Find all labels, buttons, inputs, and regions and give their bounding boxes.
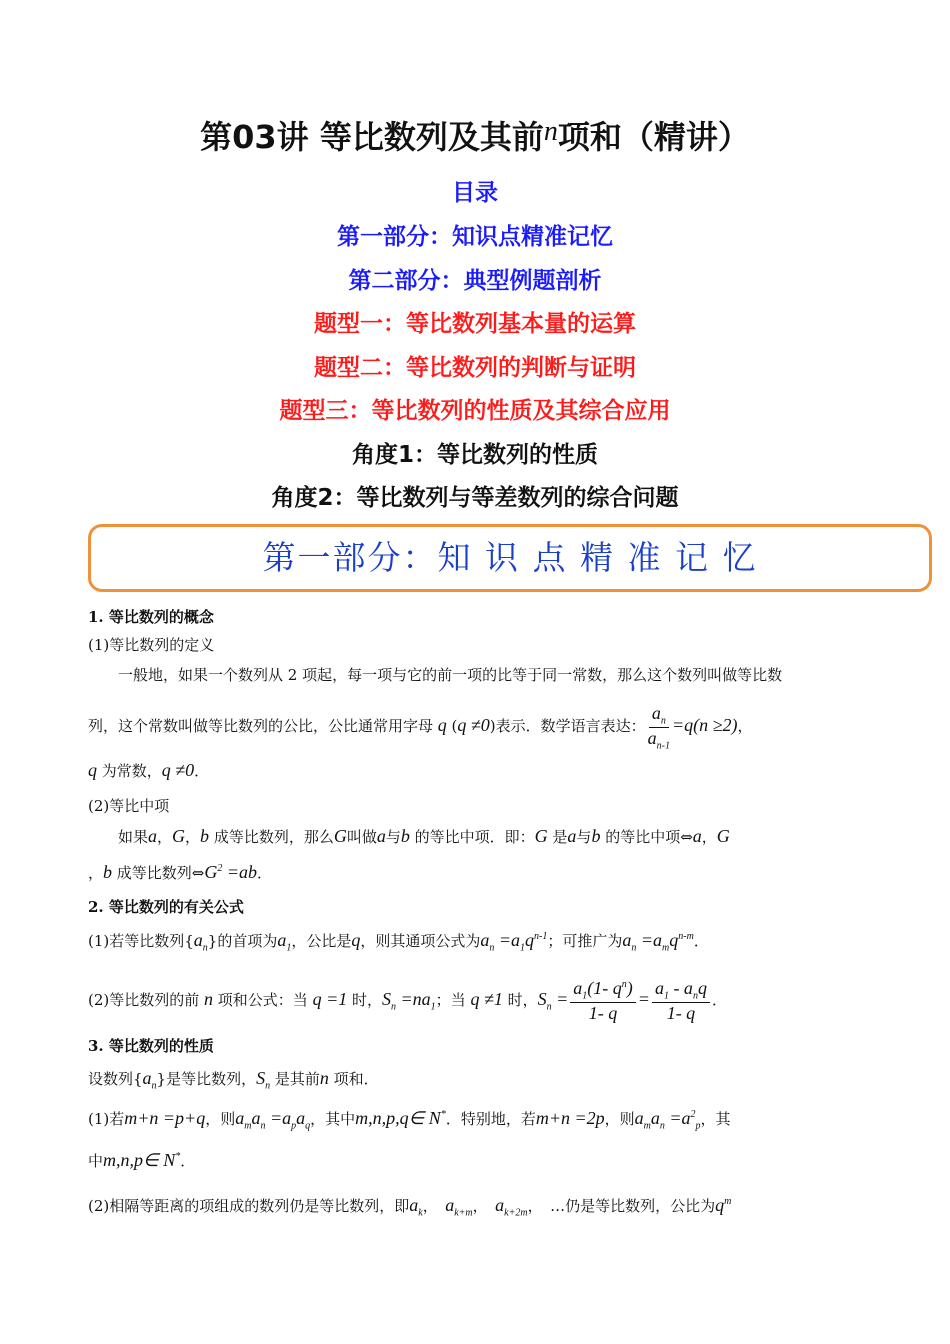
subscript: m (244, 1120, 252, 1132)
section-heading (88, 896, 868, 917)
text-run: 2. 等比数列的有关公式 (88, 898, 244, 916)
text-run: 是 (547, 828, 568, 846)
text-run: ，其 (700, 1110, 731, 1128)
math-expression (162, 760, 194, 780)
text-run: ， (737, 717, 753, 736)
math-expression (88, 760, 97, 780)
text-run: ， (157, 828, 173, 846)
fraction-numerator (652, 978, 710, 1003)
fraction-denominator (589, 1003, 618, 1024)
subscript: 1 (430, 1001, 436, 1013)
math-expression (148, 826, 157, 846)
text-run: 的等比中项⇔ (600, 828, 693, 846)
math-text: a (296, 1108, 306, 1128)
math-text: 1- q (588, 1002, 618, 1023)
math-text: a (148, 826, 158, 846)
math-text: a (622, 930, 632, 950)
math-expression (537, 988, 552, 1013)
paragraph-line (88, 930, 868, 954)
math-expression (396, 988, 436, 1013)
math-text: 1- q (666, 1002, 696, 1023)
math-text: q ≠0 (457, 715, 490, 736)
math-expression (638, 989, 650, 1009)
text-run: 成等比数列，那么 (209, 828, 334, 846)
math-text: a (654, 978, 664, 998)
math-expression (587, 978, 627, 998)
fraction-numerator (649, 703, 669, 728)
paragraph-line (88, 664, 868, 685)
subscript: k (418, 1207, 423, 1219)
section-heading (88, 606, 868, 627)
math-text: b (400, 826, 410, 846)
math-text: a (567, 826, 577, 846)
math-text: S (256, 1068, 266, 1088)
text-run: 与 (576, 828, 592, 846)
math-expression (103, 1150, 180, 1170)
subscript: n (260, 1120, 266, 1132)
math-expression (334, 826, 347, 846)
math-expression (535, 826, 548, 846)
math-expression (525, 930, 547, 950)
subscript: k+2m (504, 1207, 528, 1219)
math-text: a (193, 930, 203, 950)
math-text: a (376, 826, 386, 846)
math-text: = (551, 988, 569, 1009)
math-expression (622, 930, 637, 954)
subscript: m (643, 1120, 651, 1132)
paragraph-line (88, 1195, 868, 1219)
math-text: G (716, 826, 730, 846)
text-run: ，则 (604, 1110, 635, 1128)
math-expression (650, 1108, 665, 1132)
math-expression (313, 989, 348, 1009)
math-expression (401, 826, 410, 846)
math-expression (667, 1003, 696, 1023)
math-text: G (534, 826, 548, 846)
subscript: 1 (286, 942, 292, 954)
paragraph-line (88, 760, 868, 781)
text-run: 如果 (88, 828, 149, 846)
text-run: }是等比数列， (156, 1070, 257, 1088)
math-text: - a (668, 978, 693, 998)
superscript: n-1 (534, 931, 548, 942)
math-expression (251, 1108, 266, 1132)
math-text: =a (664, 1108, 691, 1128)
math-text: S (382, 988, 392, 1009)
text-run: ．特别地，若 (445, 1110, 536, 1128)
text-run: 设数列{ (88, 1070, 143, 1088)
subscript: n (631, 942, 637, 954)
math-text: a (647, 727, 657, 748)
math-text: =ab (222, 862, 258, 882)
text-run: ，则 (205, 1110, 236, 1128)
math-expression (103, 862, 112, 882)
math-text: q (697, 978, 707, 998)
math-text: a (573, 978, 583, 998)
math-expression (573, 978, 588, 1002)
math-text: q (437, 715, 447, 736)
math-expression (235, 1108, 252, 1132)
math-expression (669, 930, 694, 950)
subscript: n (151, 1080, 157, 1092)
text-run: (1)若等比数列{ (88, 932, 194, 950)
math-text: a (277, 930, 287, 950)
math-text: = (637, 988, 650, 1009)
math-text: a (235, 1108, 245, 1128)
math-text: =a (494, 930, 521, 950)
fraction-numerator (570, 978, 636, 1003)
math-text: a (445, 1195, 455, 1215)
math-expression (265, 1108, 297, 1132)
math-text: a (480, 930, 490, 950)
text-run: 一般地，如果一个数列从 2 项起，每一项与它的前一项的比等于同一常数，那么这个数列叫做等比数 (88, 666, 783, 684)
math-text: q =1 (312, 988, 348, 1009)
math-text: m+n =p+q (124, 1108, 206, 1128)
text-run: 中 (88, 1152, 104, 1170)
math-expression (193, 930, 208, 954)
subscript: n (660, 715, 666, 727)
text-run: 叫做 (346, 828, 377, 846)
text-run: ． (194, 762, 210, 780)
superscript: 2 (690, 1109, 696, 1120)
math-text: q ≠0 (161, 760, 195, 780)
math-text: q (669, 930, 679, 950)
math-expression (647, 727, 670, 752)
paragraph-line (88, 795, 868, 816)
subscript: n (546, 1001, 552, 1013)
math-text: a (634, 1108, 644, 1128)
math-expression (494, 930, 520, 950)
fraction (648, 703, 670, 751)
math-text: =q(n ≥2) (672, 715, 738, 736)
math-expression (256, 1068, 271, 1092)
subscript: p (291, 1120, 297, 1132)
math-text: ) (626, 978, 633, 998)
subscript: k+m (454, 1207, 473, 1219)
math-text: a (142, 1068, 152, 1088)
text-run: 与 (385, 828, 401, 846)
fraction-denominator (667, 1003, 696, 1024)
text-run: 3. 等比数列的性质 (88, 1037, 214, 1055)
text-run: 时， (347, 990, 383, 1009)
subscript: 1 (663, 990, 669, 1002)
superscript: n-m (678, 931, 694, 942)
math-expression (409, 1195, 423, 1219)
subscript: 1 (520, 942, 526, 954)
text-run: 成等比数列⇔ (112, 864, 205, 882)
text-run: ． (180, 1152, 196, 1170)
math-expression (296, 1108, 311, 1132)
math-text: G (333, 826, 347, 846)
fraction (570, 978, 636, 1024)
toc-item[interactable]: 题型一：等比数列基本量的运算 (314, 311, 636, 337)
math-text: a (692, 826, 702, 846)
toc-item[interactable]: 第一部分：知识点精准记忆 (337, 224, 613, 250)
math-expression (200, 826, 209, 846)
text-run: ，其中 (310, 1110, 356, 1128)
text-run: ；可推广为 (547, 932, 623, 950)
math-expression (589, 1003, 618, 1023)
math-expression (470, 989, 502, 1009)
math-expression (320, 1068, 329, 1088)
text-run: (1)等比数列的定义 (88, 636, 215, 654)
text-run: 时， (502, 990, 538, 1009)
text-run: ， (472, 1197, 496, 1215)
toc-item[interactable]: 题型二：等比数列的判断与证明 (314, 355, 636, 381)
paragraph-line (88, 826, 868, 847)
title-suffix: 项和（精讲） (557, 118, 750, 156)
math-expression (438, 715, 447, 735)
text-run: (2)等比数列的前 (88, 990, 205, 1009)
math-text: a (409, 1195, 419, 1215)
math-expression (457, 715, 489, 735)
subscript: n (489, 942, 495, 954)
math-expression (351, 930, 360, 950)
text-run: ；当 (435, 990, 471, 1009)
text-run: ( (446, 717, 458, 736)
math-text: G (204, 862, 218, 882)
text-run: )表示．数学语言表达： (489, 717, 646, 736)
superscript: 2 (217, 863, 223, 874)
text-run: 为常数， (97, 762, 162, 780)
toc-item[interactable]: 角度2：等比数列与等差数列的综合问题 (271, 485, 679, 511)
math-text: m+n =2p (535, 1108, 605, 1128)
math-expression (634, 1108, 651, 1132)
math-expression (204, 989, 213, 1009)
text-run: ， (88, 864, 104, 882)
math-expression (480, 930, 495, 954)
paragraph-line (88, 1068, 868, 1092)
section-heading (88, 1035, 868, 1056)
math-text: n (204, 988, 214, 1009)
math-text: a (651, 703, 661, 723)
math-text: =a (265, 1108, 292, 1128)
text-run: ， (185, 828, 201, 846)
math-expression (495, 1195, 528, 1219)
math-text: (1- q (587, 978, 622, 998)
math-text: b (591, 826, 601, 846)
math-expression (552, 989, 569, 1009)
math-expression (698, 978, 707, 998)
math-text: m,n,p∈ N (103, 1150, 176, 1170)
page-title (0, 112, 950, 158)
paragraph-line (88, 703, 868, 751)
math-expression (124, 1108, 205, 1128)
section-banner: 第一部分：知 识 点 精 准 记 忆 (88, 524, 932, 592)
math-text: n (319, 1068, 329, 1088)
math-expression (355, 1108, 446, 1128)
subscript: n (202, 942, 208, 954)
math-text: G (172, 826, 186, 846)
text-run: ． (711, 990, 727, 1009)
subscript: n (659, 1120, 665, 1132)
math-expression (382, 988, 397, 1013)
text-run: ， (422, 1197, 446, 1215)
math-expression (715, 1195, 731, 1215)
math-expression (664, 1108, 701, 1132)
math-expression (717, 826, 730, 846)
fraction-denominator (648, 728, 670, 752)
math-expression (445, 1195, 473, 1219)
toc-item[interactable]: 角度1：等比数列的性质 (351, 442, 598, 468)
subscript: m (662, 942, 670, 954)
math-expression (377, 826, 386, 846)
superscript: * (440, 1109, 446, 1120)
superscript: m (724, 1196, 732, 1207)
subscript: n (265, 1080, 271, 1092)
math-text: a (251, 1108, 261, 1128)
math-expression (627, 978, 633, 998)
math-text: q (715, 1195, 725, 1215)
text-run: 项和公式：当 (213, 990, 313, 1009)
title-variable: n (543, 116, 558, 147)
text-run: ． (693, 932, 709, 950)
math-expression (672, 715, 738, 735)
math-text: a (650, 1108, 660, 1128)
math-text: b (103, 862, 113, 882)
math-expression (668, 978, 698, 1002)
paragraph-line (88, 1150, 868, 1171)
text-run: ，公比是 (291, 932, 352, 950)
superscript: n (621, 979, 627, 990)
math-text: q (525, 930, 535, 950)
title-prefix: 第03讲 等比数列及其前 (200, 118, 544, 156)
subscript: p (695, 1120, 701, 1132)
math-text: a (495, 1195, 505, 1215)
math-text: S (537, 988, 547, 1009)
subscript: n (692, 990, 698, 1002)
text-run: 列，这个常数叫做等比数列的公比，公比通常用字母 (88, 717, 438, 736)
subscript: 1 (582, 990, 588, 1002)
paragraph-line (88, 862, 868, 883)
math-text: q (351, 930, 361, 950)
subscript: n (391, 1001, 397, 1013)
math-text: =a (636, 930, 663, 950)
fraction (652, 978, 710, 1024)
math-expression (654, 978, 669, 1002)
toc-item[interactable]: 题型三：等比数列的性质及其综合应用 (279, 398, 671, 424)
text-run: (1)若 (88, 1110, 125, 1128)
text-run: (2)等比中项 (88, 797, 170, 815)
math-expression (277, 930, 292, 954)
subscript: n-1 (656, 740, 670, 752)
math-expression (222, 862, 257, 882)
math-text: b (200, 826, 210, 846)
math-text: q ≠1 (470, 988, 503, 1009)
math-text: m,n,p,q∈ N (355, 1108, 441, 1128)
text-run: ． (257, 864, 273, 882)
math-expression (204, 862, 222, 882)
paragraph-line (88, 978, 868, 1024)
text-run: 的等比中项．即： (409, 828, 535, 846)
subscript: q (305, 1120, 311, 1132)
text-run: 项和． (328, 1070, 379, 1088)
math-expression (693, 826, 702, 846)
math-expression (172, 826, 185, 846)
math-expression (651, 703, 666, 727)
math-expression (636, 930, 670, 954)
text-run: 是其前 (270, 1070, 320, 1088)
math-expression (142, 1068, 157, 1092)
math-text: =na (396, 988, 431, 1009)
paragraph-line (88, 634, 868, 655)
text-run: ， (701, 828, 717, 846)
text-run: (2)相隔等距离的项组成的数列仍是等比数列，即 (88, 1197, 410, 1215)
math-text: q (88, 760, 97, 780)
toc-item[interactable]: 目录 (452, 180, 498, 206)
text-run: }的首项为 (207, 932, 278, 950)
toc-item[interactable]: 第二部分：典型例题剖析 (348, 268, 602, 294)
text-run: ，则其通项公式为 (360, 932, 481, 950)
math-expression (536, 1108, 605, 1128)
text-run: ， …仍是等比数列，公比为 (527, 1197, 716, 1215)
text-run: 1. 等比数列的概念 (88, 608, 214, 626)
paragraph-line (88, 1108, 868, 1132)
superscript: * (175, 1151, 181, 1162)
